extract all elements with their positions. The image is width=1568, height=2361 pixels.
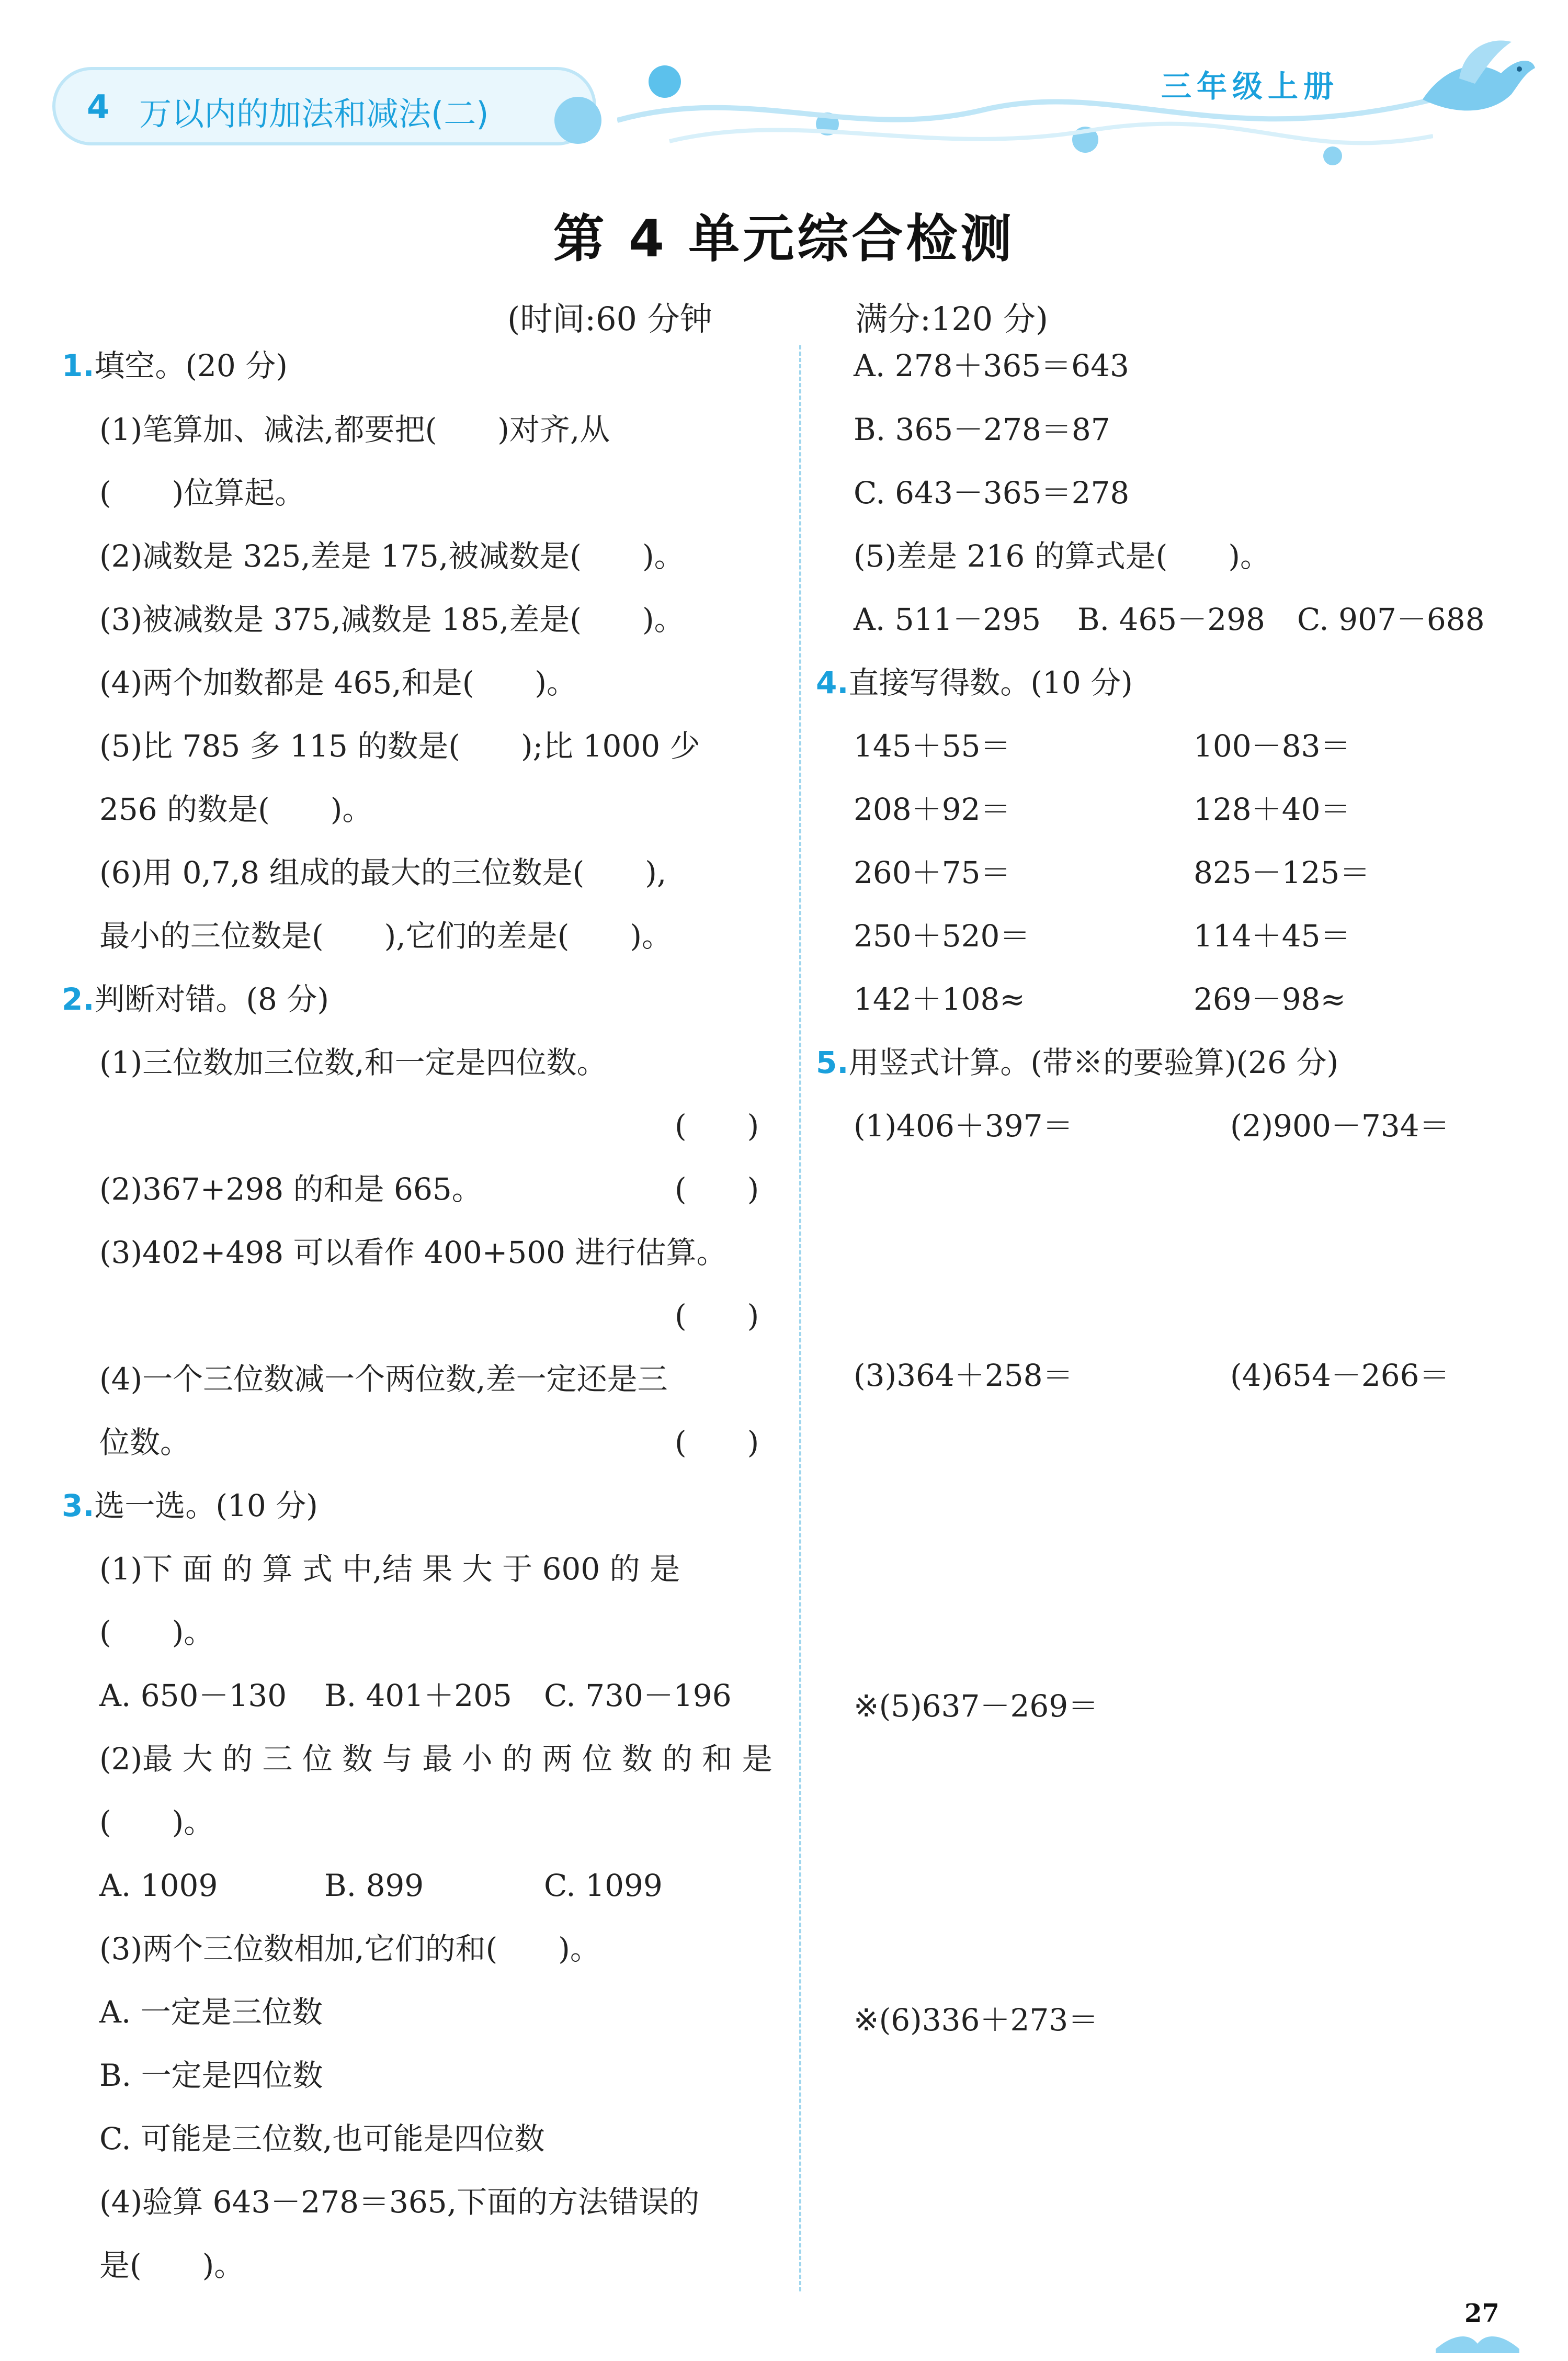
section-number: 3. (62, 1488, 95, 1523)
page-title: 第 4 单元综合检测 (553, 209, 1015, 269)
question-line: (3)402+498 可以看作 400+500 进行估算。 (99, 1235, 727, 1270)
question-line: (2)减数是 325,差是 175,被减数是( )。 (99, 538, 685, 574)
vertical-calc-problem[interactable]: ※(6)336＋273＝ (854, 2002, 1099, 2038)
question-line: (1)笔算加、减法,都要把( )对齐,从 (99, 412, 610, 447)
section-4-heading (816, 665, 1133, 701)
section-title: 选一选。(10 分) (94, 1488, 318, 1523)
question-line: ( )。 (99, 1804, 214, 1840)
choice-option[interactable]: A. 511－295 (854, 602, 1041, 637)
full-score: 满分:120 分) (855, 300, 1049, 338)
question-line: (5)差是 216 的算式是( )。 (854, 538, 1270, 574)
mental-math-item[interactable]: 825－125＝ (1194, 855, 1370, 890)
section-3-heading (62, 1490, 318, 1521)
question-line: (3)被减数是 375,减数是 185,差是( )。 (99, 602, 685, 637)
answer-parentheses[interactable]: ( ) (675, 1425, 759, 1460)
section-title: 判断对错。(8 分) (94, 981, 329, 1017)
choice-option[interactable]: A. 650－130 (99, 1678, 287, 1713)
book-icon (1433, 2323, 1522, 2354)
unit-number: 4 (87, 88, 110, 126)
mental-math-item[interactable]: 100－83＝ (1194, 728, 1351, 764)
question-line: 最小的三位数是( ),它们的差是( )。 (99, 918, 672, 954)
section-number: 1. (62, 348, 95, 383)
column-divider (799, 345, 801, 2291)
choice-option[interactable]: A. 一定是三位数 (99, 1994, 323, 2030)
grade-label: 三年级上册 (1161, 69, 1339, 104)
mental-math-item[interactable]: 114＋45＝ (1194, 918, 1351, 954)
question-line: (2)最 大 的 三 位 数 与 最 小 的 两 位 数 的 和 是 (99, 1741, 772, 1777)
unit-header-pill (52, 67, 596, 145)
choice-option[interactable]: B. 899 (324, 1868, 424, 1903)
section-number: 4. (816, 665, 849, 701)
question-line: (1)三位数加三位数,和一定是四位数。 (99, 1045, 607, 1080)
page-number: 27 (1464, 2299, 1499, 2328)
question-line: ( )。 (99, 1614, 214, 1650)
question-line: (1)下 面 的 算 式 中,结 果 大 于 600 的 是 (99, 1551, 680, 1587)
unit-name: 万以内的加法和减法(二) (139, 95, 489, 133)
answer-parentheses[interactable]: ( ) (675, 1108, 759, 1144)
vertical-calc-problem[interactable]: (1)406＋397＝ (854, 1108, 1073, 1144)
question-line: (6)用 0,7,8 组成的最大的三位数是( ), (99, 855, 667, 890)
mental-math-item[interactable]: 145＋55＝ (854, 728, 1011, 764)
choice-option[interactable]: B. 465－298 (1077, 602, 1265, 637)
section-title: 填空。(20 分) (94, 348, 288, 383)
mental-math-item[interactable]: 250＋520＝ (854, 918, 1030, 954)
answer-parentheses[interactable]: ( ) (675, 1298, 759, 1334)
choice-option[interactable]: C. 730－196 (544, 1678, 732, 1713)
vertical-calc-problem[interactable]: (4)654－266＝ (1230, 1358, 1450, 1393)
mental-math-item[interactable]: 260＋75＝ (854, 855, 1011, 890)
choice-option[interactable]: A. 1009 (99, 1868, 218, 1903)
section-2-heading (62, 981, 329, 1017)
section-number: 5. (816, 1045, 849, 1080)
vertical-calc-problem[interactable]: (3)364＋258＝ (854, 1358, 1073, 1393)
question-line: (4)两个加数都是 465,和是( )。 (99, 665, 577, 701)
vertical-calc-problem[interactable]: ※(5)637－269＝ (854, 1688, 1099, 1724)
section-title: 直接写得数。(10 分) (848, 665, 1133, 701)
question-line: (5)比 785 多 115 的数是( );比 1000 少 (99, 728, 700, 764)
section-title: 用竖式计算。(带※的要验算)(26 分) (848, 1045, 1339, 1080)
choice-option[interactable]: B. 一定是四位数 (99, 2058, 323, 2093)
question-line: (2)367+298 的和是 665。 (99, 1171, 482, 1207)
choice-option[interactable]: B. 365－278＝87 (854, 412, 1110, 447)
section-1-heading (62, 348, 288, 383)
time-limit: (时间:60 分钟 (507, 300, 712, 338)
choice-option[interactable]: C. 1099 (544, 1868, 663, 1903)
choice-option[interactable]: B. 401＋205 (324, 1678, 512, 1713)
mental-math-item[interactable]: 269－98≈ (1194, 981, 1346, 1017)
question-line: ( )位算起。 (99, 475, 305, 511)
choice-option[interactable]: C. 907－688 (1297, 602, 1485, 637)
vertical-calc-problem[interactable]: (2)900－734＝ (1230, 1108, 1450, 1144)
mental-math-item[interactable]: 142＋108≈ (854, 981, 1026, 1017)
bird-icon (1412, 37, 1538, 126)
question-line: (4)验算 643－278＝365,下面的方法错误的 (99, 2184, 700, 2220)
section-5-heading (816, 1047, 1338, 1078)
answer-parentheses[interactable]: ( ) (675, 1171, 759, 1207)
choice-option[interactable]: A. 278＋365＝643 (854, 348, 1129, 383)
choice-option[interactable]: C. 可能是三位数,也可能是四位数 (99, 2121, 545, 2156)
question-line: 是( )。 (99, 2247, 245, 2283)
question-line: (4)一个三位数减一个两位数,差一定还是三 (99, 1361, 668, 1397)
question-line: (3)两个三位数相加,它们的和( )。 (99, 1931, 600, 1967)
bubble-decoration (554, 97, 601, 144)
mental-math-item[interactable]: 208＋92＝ (854, 792, 1011, 827)
question-line: 位数。 (99, 1425, 191, 1460)
section-number: 2. (62, 981, 95, 1017)
question-line: 256 的数是( )。 (99, 792, 373, 827)
mental-math-item[interactable]: 128＋40＝ (1194, 792, 1351, 827)
choice-option[interactable]: C. 643－365＝278 (854, 475, 1130, 511)
